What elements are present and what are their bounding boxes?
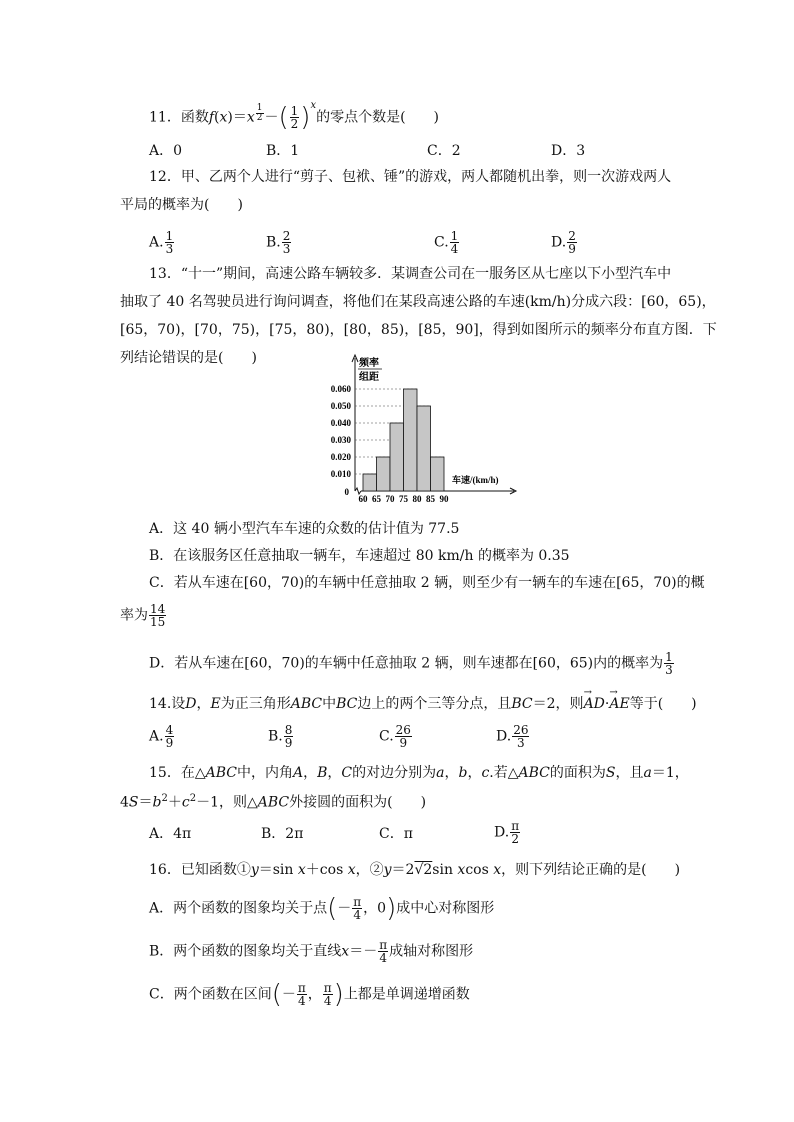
y-tick-label: 0.030 <box>330 435 351 445</box>
q11-stem: 11．函数f(x)＝x $^{\frac{1}{2}}$ －( $\frac{1}{2}$ )$^x$的零点个数是( ) <box>149 100 440 133</box>
x-tick-label: 85 <box>426 494 435 504</box>
y-tick-label: 0.050 <box>330 401 351 411</box>
q11-text: 函数 <box>180 109 209 126</box>
q16-stem: 16．已知函数①y＝sin x＋cos x，②y＝2√2sin xcos x，则下列结论正确的是( ) <box>149 862 681 878</box>
q15-option-b: B．2π <box>261 826 304 842</box>
q11-fname: f <box>208 109 215 126</box>
x-tick-label: 90 <box>439 494 449 504</box>
q15-line1: 15．在△ABC中，内角A，B，C的对边分别为a，b，c.若△ABC的面积为S，且a＝1， <box>149 765 689 781</box>
q12-option-d: D. $\frac{2}{9}$ <box>551 229 576 256</box>
q11-exp-den: 2 <box>256 113 263 123</box>
x-tick-label: 70 <box>385 494 395 504</box>
x-axis-label: 车速/(km/h) <box>452 475 499 485</box>
histogram-bar <box>377 457 391 491</box>
q12-option-b: B. $\frac{2}{3}$ <box>266 229 291 256</box>
y-tick-label: 0.020 <box>330 452 351 462</box>
y-label-top: 频率 <box>359 358 379 369</box>
vector-ae: → AE <box>609 694 629 714</box>
q16-option-b: B．两个函数的图象均关于直线x＝－ $\frac{\pi}{4}$ 成轴对称图形 <box>149 938 474 965</box>
q14-stem: 14.设D，E为正三角形ABC中BC边上的两个三等分点，且BC＝2，则→ AD·→ AE等于( ) <box>149 694 697 714</box>
q12-option-c: C. $\frac{1}{4}$ <box>434 229 459 256</box>
q12-line1: 12．甲、乙两个人进行“剪子、包袱、锤”的游戏，两人都随机出拳，则一次游戏两人 <box>149 169 672 185</box>
q16-option-c: C．两个函数在区间(－ $\frac{\pi}{4}$ ， $\frac{\pi}{4}$ )上都是单调递增函数 <box>149 979 470 1010</box>
q16-option-a: A．两个函数的图象均关于点(－ $\frac{\pi}{4}$ ，0)成中心对称图形 <box>149 893 495 924</box>
q13-option-d: D．若从车速在[60，70)的车辆中任意抽取 2 辆，则车速都在[60，65)内的概率为 $\frac{1}{3}$ <box>149 650 673 677</box>
y-tick-label: 0.060 <box>330 384 351 394</box>
q11-number: 11． <box>149 109 181 126</box>
q13-line1: 13．“十一”期间，高速公路车辆较多．某调查公司在一服务区从七座以下小型汽车中 <box>149 266 672 282</box>
q11-option-d: D．3 <box>551 143 586 159</box>
q13-option-a: A．这 40 辆小型汽车车速的众数的估计值为 77.5 <box>149 521 460 537</box>
histogram-bar <box>363 474 377 491</box>
q11-text-end: 的零点个数是( ) <box>316 109 440 126</box>
x-tick-label: 65 <box>372 494 381 504</box>
q12-option-a: A. $\frac{1}{3}$ <box>149 229 174 256</box>
y-tick-label: 0.010 <box>330 469 351 479</box>
q13-option-c-line1: C．若从车速在[60，70)的车辆中任意抽取 2 辆，则至少有一辆车的车速在[65，70)的概 <box>149 575 705 591</box>
x-tick-label: 80 <box>412 494 422 504</box>
q11-paren: ) <box>227 109 233 126</box>
histogram-bar <box>404 389 418 491</box>
q11-base-num: 1 <box>290 104 299 119</box>
q15-option-a: A．4π <box>149 826 192 842</box>
y-tick-label: 0.040 <box>330 418 351 428</box>
q13-line3: [65，70)，[70，75)，[75，80)，[80，85)，[85，90]，得到如图所示的频率分布直方图．下 <box>120 322 717 338</box>
q13-option-b: B．在该服务区任意抽取一辆车，车速超过 80 km/h 的概率为 0.35 <box>149 548 570 564</box>
q11-base-den: 2 <box>290 117 299 132</box>
q11-exp-num: 1 <box>256 103 263 113</box>
q11-option-a: A．0 <box>149 143 183 159</box>
vector-ad: → AD <box>584 694 605 714</box>
q13-option-c-line2: 率为 $\frac{14}{15}$ <box>120 602 166 629</box>
q13-line4: 列结论错误的是( ) <box>120 350 257 366</box>
q15-option-c: C．π <box>379 826 413 842</box>
q15-line2: $4S=b^2+c^2-1$，则△ABC外接圆的面积为( ) <box>120 793 427 811</box>
q12-line2: 平局的概率为( ) <box>120 197 243 213</box>
x-tick-label: 75 <box>399 494 408 504</box>
x-tick-label: 60 <box>358 494 368 504</box>
histogram-bar <box>390 423 404 491</box>
q14-option-d: D. $\frac{26}{3}$ <box>496 723 529 750</box>
histogram-bar <box>417 406 431 491</box>
q14-option-a: A. $\frac{4}{9}$ <box>149 723 174 750</box>
q11-exp-x: x <box>310 100 317 111</box>
q11-option-c: C．2 <box>427 143 461 159</box>
histogram-bar <box>431 457 445 491</box>
q11-minus: － <box>264 109 279 126</box>
origin-label: 0 <box>344 487 349 497</box>
q11-var: x <box>246 109 255 126</box>
q11-option-b: B．1 <box>266 143 300 159</box>
q11-var: x <box>219 109 228 126</box>
q14-option-c: C. $\frac{26}{9}$ <box>379 723 411 750</box>
histogram-chart <box>305 352 555 512</box>
q13-line2: 抽取了 40 名驾驶员进行询问调查，将他们在某段高速公路的车速(km/h)分成六段：[60，65)， <box>120 294 716 310</box>
y-label-bottom: 组距 <box>359 372 379 383</box>
q14-option-b: B. $\frac{8}{9}$ <box>268 723 293 750</box>
q11-paren: ( <box>214 109 220 126</box>
q15-option-d: D. $\frac{\pi}{2}$ <box>494 819 520 846</box>
q11-eq: ＝ <box>232 109 247 126</box>
